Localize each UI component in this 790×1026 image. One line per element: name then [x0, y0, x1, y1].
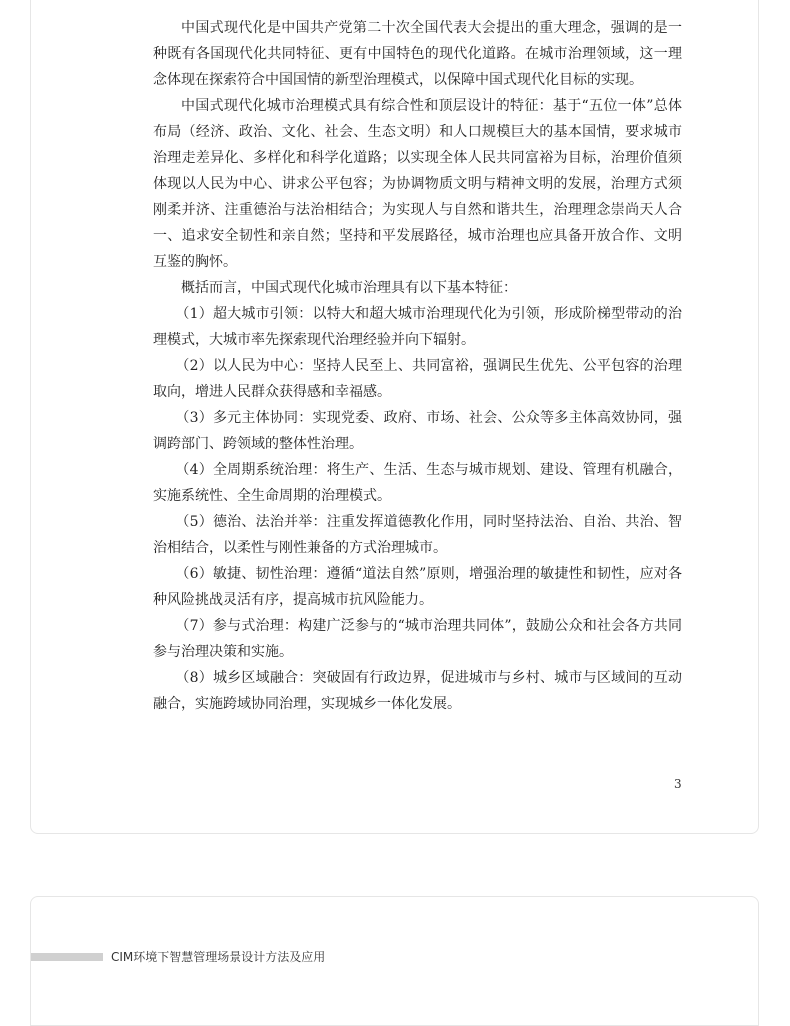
list-item: （2）以人民为中心：坚持人民至上、共同富裕，强调民生优先、公平包容的治理取向，增进人民群众获得感和幸福感。 — [153, 358, 682, 400]
list-item: （1）超大城市引领：以特大和超大城市治理现代化为引领，形成阶梯型带动的治理模式，大城市率先探索现代治理经验并向下辐射。 — [153, 306, 682, 348]
page-number: 3 — [674, 777, 682, 791]
paragraph: 概括而言，中国式现代化城市治理具有以下基本特征： — [181, 280, 517, 296]
list-item: （5）德治、法治并举：注重发挥道德教化作用，同时坚持法治、自治、共治、智治相结合，以柔性与刚性兼备的方式治理城市。 — [153, 514, 682, 556]
list-item: （4）全周期系统治理：将生产、生活、生态与城市规划、建设、管理有机融合，实施系统性、全生命周期的治理模式。 — [153, 462, 682, 504]
paragraph: 中国式现代化是中国共产党第二十次全国代表大会提出的重大理念，强调的是一种既有各国现代化共同特征、更有中国特色的现代化道路。在城市治理领域，这一理念体现在探索符合中国国情的新型治理模式，以保障中国式现代化目标的实现。 — [153, 20, 682, 88]
list-item: （7）参与式治理：构建广泛参与的“城市治理共同体”，鼓励公众和社会各方共同参与治理决策和实施。 — [153, 618, 682, 660]
list-item: （8）城乡区域融合：突破固有行政边界，促进城市与乡村、城市与区域间的互动融合，实施跨域协同治理，实现城乡一体化发展。 — [153, 670, 682, 712]
running-header-bar — [31, 953, 103, 961]
list-item: （3）多元主体协同：实现党委、政府、市场、社会、公众等多主体高效协同，强调跨部门、跨领域的整体性治理。 — [153, 410, 682, 452]
running-header-title: CIM环境下智慧管理场景设计方法及应用 — [111, 950, 326, 964]
paragraph: 中国式现代化城市治理模式具有综合性和顶层设计的特征：基于“五位一体”总体布局（经济、政治、文化、社会、生态文明）和人口规模巨大的基本国情，要求城市治理走差异化、多样化和科学化道路；以实现全体人民共同富裕为目标，治理价值须体现以人民为中心、讲求公平包容；为协调物质文明与精神文明的发展，治理方式须刚柔并济、注重德治与法治相结合；为实现人与自然和谐共生，治理理念崇尚天人合一、追求安全韧性和亲自然；坚持和平发展路径，城市治理也应具备开放合作、文明互鉴的胸怀。 — [153, 98, 682, 270]
body-text — [153, 15, 682, 717]
list-item: （6）敏捷、韧性治理：遵循“道法自然”原则，增强治理的敏捷性和韧性，应对各种风险挑战灵活有序，提高城市抗风险能力。 — [153, 566, 682, 608]
page-card-3 — [30, 0, 759, 834]
page-card-4 — [30, 896, 759, 1026]
